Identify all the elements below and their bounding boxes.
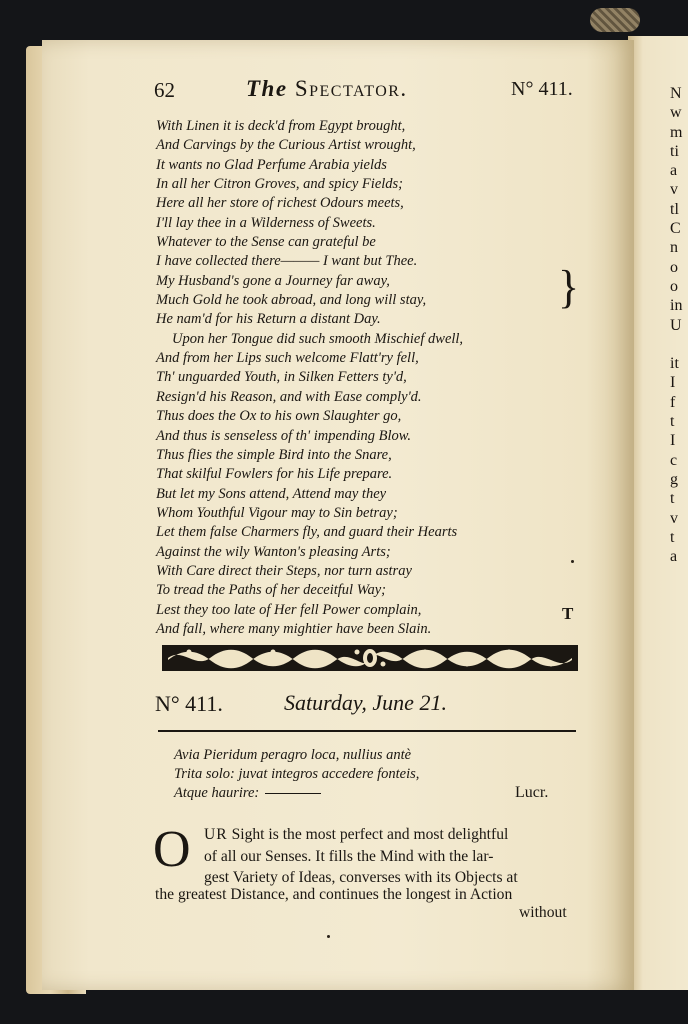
running-title-rest: Spectator. bbox=[294, 76, 408, 101]
facing-page-fragment: ti bbox=[670, 142, 679, 160]
poem-line: In all her Citron Groves, and spicy Fields; bbox=[156, 176, 404, 193]
decorative-ornament-band bbox=[162, 643, 578, 673]
facing-page-fragment: o bbox=[670, 258, 678, 276]
poem-line: Whatever to the Sense can grateful be bbox=[156, 234, 376, 251]
facing-page-fragment: C bbox=[670, 220, 681, 238]
poem-line: And Carvings by the Curious Artist wrought, bbox=[156, 137, 416, 154]
poem-line: He nam'd for his Return a distant Day. bbox=[156, 311, 381, 328]
motto-dash bbox=[265, 793, 321, 794]
poem-line: Here all her store of richest Odours meets, bbox=[156, 195, 404, 212]
poem-line: Th' unguarded Youth, in Silken Fetters ty'd, bbox=[156, 369, 407, 386]
poem-line: My Husband's gone a Journey far away, bbox=[156, 272, 390, 289]
header-issue-number: N° 411. bbox=[511, 78, 573, 100]
poem-line: Resign'd his Reason, and with Ease comply'd. bbox=[156, 388, 422, 405]
facing-page-fragment: c bbox=[670, 451, 678, 469]
print-speck bbox=[571, 560, 574, 563]
poem-line: Thus does the Ox to his own Slaughter go, bbox=[156, 408, 402, 425]
poem-line: With Linen it is deck'd from Egypt brought, bbox=[156, 118, 406, 134]
poem-line: That skilful Fowlers for his Life prepare. bbox=[156, 466, 393, 483]
facing-page-fragment: N bbox=[670, 85, 682, 102]
poem-line: Much Gold he took abroad, and long will stay, bbox=[156, 292, 427, 309]
poem-line: And from her Lips such welcome Flatt'ry fell, bbox=[156, 350, 419, 367]
body-line bbox=[204, 826, 508, 844]
motto-line-text: Atque haurire: bbox=[174, 785, 260, 801]
poem bbox=[156, 117, 463, 639]
facing-page-fragment: a bbox=[670, 548, 678, 566]
body-line: gest Variety of Ideas, converses with its Objects at bbox=[204, 869, 518, 886]
body-line: without bbox=[519, 904, 567, 921]
print-speck bbox=[327, 935, 330, 938]
motto-line bbox=[174, 784, 419, 803]
facing-page-fragment bbox=[670, 335, 682, 354]
catchword: T bbox=[562, 604, 574, 623]
brace-mark: } bbox=[558, 261, 580, 314]
poem-line: With Care direct their Steps, nor turn astray bbox=[156, 562, 412, 579]
issue-date: Saturday, June 21. bbox=[284, 690, 447, 715]
body-smallcaps: UR bbox=[204, 826, 228, 843]
poem-line: Against the wily Wanton's pleasing Arts; bbox=[156, 543, 391, 560]
facing-page-fragment: w bbox=[670, 104, 682, 122]
facing-page bbox=[628, 36, 688, 990]
poem-line: And fall, where many mightier have been Slain. bbox=[156, 620, 432, 637]
facing-page-fragment: f bbox=[670, 393, 676, 411]
facing-page-text bbox=[670, 84, 682, 566]
facing-page-fragment: in bbox=[670, 297, 683, 315]
motto-source: Lucr. bbox=[515, 784, 549, 801]
motto-line: Trita solo: juvat integros accedere fonteis, bbox=[174, 766, 420, 782]
facing-page-fragment: v bbox=[670, 509, 678, 527]
page-number: 62 bbox=[154, 78, 175, 102]
facing-page-fragment: it bbox=[670, 355, 679, 373]
poem-line: Thus flies the simple Bird into the Snare, bbox=[156, 446, 392, 463]
facing-page-fragment: t bbox=[670, 528, 675, 546]
facing-page-fragment: I bbox=[670, 374, 676, 392]
facing-page-fragment: n bbox=[670, 239, 678, 257]
poem-line: Whom Youthful Vigour may to Sin betray; bbox=[156, 504, 398, 521]
poem-line: Lest they too late of Her fell Power complain, bbox=[156, 601, 422, 618]
facing-page-fragment: I bbox=[670, 432, 676, 450]
poem-line: It wants no Glad Perfume Arabia yields bbox=[156, 156, 387, 173]
motto-line: Avia Pieridum peragro loca, nullius antè bbox=[174, 747, 412, 763]
drop-capital: O bbox=[153, 821, 191, 878]
running-title-first: The bbox=[246, 76, 288, 101]
poem-line: Let them false Charmers fly, and guard their Hearts bbox=[156, 524, 458, 541]
latin-motto bbox=[174, 746, 419, 803]
issue-number: N° 411. bbox=[155, 691, 223, 716]
poem-line: I'll lay thee in a Wilderness of Sweets. bbox=[156, 214, 376, 231]
poem-line: I have collected there——— I want but Thee. bbox=[156, 253, 418, 270]
horizontal-rule bbox=[158, 730, 576, 732]
facing-page-fragment: g bbox=[670, 470, 678, 488]
facing-page-fragment: o bbox=[670, 277, 678, 295]
facing-page-fragment: t bbox=[670, 490, 675, 508]
body-line: of all our Senses. It fills the Mind with the lar- bbox=[204, 848, 494, 865]
running-title bbox=[246, 76, 408, 102]
facing-page-fragment: t bbox=[670, 413, 675, 431]
facing-page-fragment: tl bbox=[670, 200, 679, 218]
facing-page-fragment: a bbox=[670, 162, 678, 180]
binding-cord bbox=[590, 8, 640, 32]
facing-page-fragment: m bbox=[670, 123, 683, 141]
poem-line: But let my Sons attend, Attend may they bbox=[156, 485, 387, 502]
poem-line: And thus is senseless of th' impending Blow. bbox=[156, 427, 411, 444]
body-line: the greatest Distance, and continues the longest in Action bbox=[155, 886, 513, 903]
facing-page-fragment: U bbox=[670, 316, 682, 334]
body-line-text: Sight is the most perfect and most delightful bbox=[231, 826, 509, 843]
poem-line: Upon her Tongue did such smooth Mischief dwell, bbox=[172, 330, 464, 347]
poem-line: To tread the Paths of her deceitful Way; bbox=[156, 582, 386, 599]
facing-page-fragment: v bbox=[670, 181, 678, 199]
